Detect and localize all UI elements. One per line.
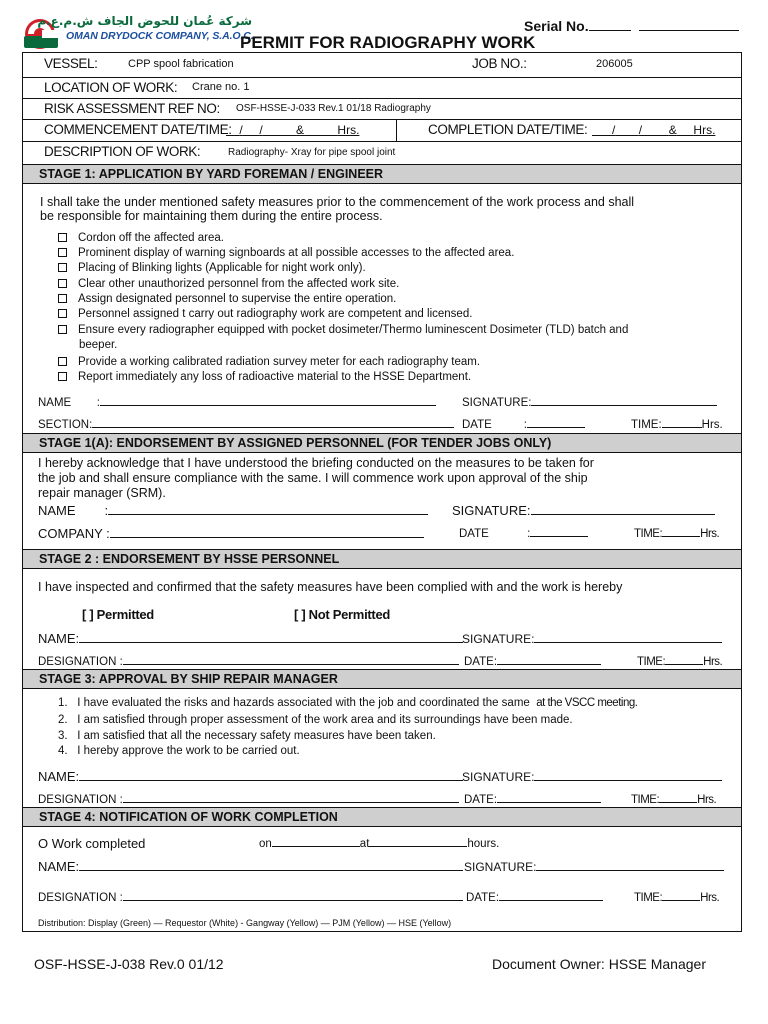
completion-on-field[interactable]: on at hours. [259,838,500,850]
stage1a-line3: repair manager (SRM). [38,486,166,500]
stage3-designation-field[interactable]: DESIGNATION : [38,793,459,806]
work-completed-option[interactable]: O Work completed [38,836,146,851]
stage2-designation-field[interactable]: DESIGNATION : [38,655,459,668]
location-label: LOCATION OF WORK: [44,80,178,95]
stage2-name-field[interactable]: NAME: [38,631,463,646]
stage4-signature-field[interactable]: SIGNATURE: [464,860,724,874]
stage3-signature-field[interactable]: SIGNATURE: [462,770,722,784]
serial-blank-1 [589,19,631,31]
description-row [22,142,742,164]
serial-number-field[interactable] [524,18,739,34]
commencement-field[interactable]: / / & Hrs. [239,123,360,137]
document-reference: OSF-HSSE-J-038 Rev.0 01/12 [34,956,224,972]
stage1-name-field[interactable]: NAME : [38,396,436,409]
stage3-time-field[interactable]: TIME: Hrs. [631,794,717,806]
completion-field[interactable]: / / & Hrs. [612,123,716,137]
stage1-signature-field[interactable]: SIGNATURE: [462,396,717,409]
checkbox-icon [58,263,67,272]
stage3-heading: STAGE 3: APPROVAL BY SHIP REPAIR MANAGER [23,669,741,689]
location-row [22,78,742,99]
stage4-time-field[interactable]: TIME: Hrs. [634,892,720,904]
approval-item: 4. I hereby approve the work to be carried out. [58,745,300,757]
stage1a-company-field[interactable]: COMPANY : [38,526,424,541]
stage2-heading: STAGE 2 : ENDORSEMENT BY HSSE PERSONNEL [23,549,741,569]
checklist-item[interactable]: Clear other unauthorized personnel from the affected work site. [58,277,399,292]
stage1a-name-field[interactable]: NAME : [38,503,428,518]
stage4-name-field[interactable]: NAME: [38,859,463,874]
checklist-item[interactable]: Provide a working calibrated radiation survey meter for each radiography team. [58,355,480,370]
stage3-date-field[interactable]: DATE: [464,793,601,806]
stage1a-date-field[interactable]: DATE : [459,527,588,540]
risk-assessment-value[interactable]: OSF-HSSE-J-033 Rev.1 01/18 Radiography [236,103,431,114]
permitted-checkbox[interactable]: [ ] Permitted [82,607,154,622]
checkbox-icon [58,294,67,303]
checkbox-icon [58,279,67,288]
serial-blank-2 [639,19,739,31]
checkbox-icon [58,233,67,242]
stage4-designation-field[interactable]: DESIGNATION : [38,891,463,904]
stage1a-heading: STAGE 1(A): ENDORSEMENT BY ASSIGNED PERSONNEL (FOR TENDER JOBS ONLY) [23,433,741,453]
checklist-item[interactable]: Report immediately any loss of radioactive material to the HSSE Department. [58,370,471,385]
stage4-date-field[interactable]: DATE: [466,891,603,904]
stage2-signature-field[interactable]: SIGNATURE: [462,632,722,646]
checkbox-icon [58,248,67,257]
checkbox-icon [58,372,67,381]
stage2-line1: I have inspected and confirmed that the safety measures have been complied with and the work is hereby [38,580,623,594]
approval-item: 1. I have evaluated the risks and hazards associated with the job and coordinated the same at the VSCC meeting. [58,697,638,709]
location-value[interactable]: Crane no. 1 [192,81,250,93]
checkbox-icon [58,357,67,366]
stage1-time-field[interactable]: TIME: Hrs. [631,419,723,431]
dates-row [22,120,742,142]
vessel-row [22,52,742,78]
company-name-arabic: شركة عُمان للحوض الجاف ش.م.ع.م [37,14,252,28]
stage4-heading: STAGE 4: NOTIFICATION OF WORK COMPLETION [23,807,741,827]
not-permitted-checkbox[interactable]: [ ] Not Permitted [294,607,391,622]
checklist-item[interactable]: Ensure every radiographer equipped with pocket dosimeter/Thermo luminescent Dosimeter (TLD) batch and [58,323,628,338]
job-no-label: JOB NO.: [472,56,527,71]
stage1a-line2: the job and shall ensure compliance with the same. I will commence work upon approval of the ship [38,471,588,485]
stage1-date-field[interactable]: DATE : [462,418,585,431]
checklist-item[interactable]: Cordon off the affected area. [58,231,224,246]
stage1-section-field[interactable]: SECTION: [38,418,454,431]
risk-assessment-label: RISK ASSESSMENT REF NO: [44,101,220,116]
checklist-item[interactable]: Assign designated personnel to supervise the entire operation. [58,292,396,307]
document-owner: Document Owner: HSSE Manager [492,956,706,972]
description-value[interactable]: Radiography- Xray for pipe spool joint [228,147,396,158]
stage3-name-field[interactable]: NAME: [38,769,463,784]
stage1a-signature-field[interactable]: SIGNATURE: [452,503,715,518]
stage1-intro-line1: I shall take the under mentioned safety measures prior to the commencement of the work process and shall [40,195,635,209]
company-name-english: OMAN DRYDOCK COMPANY, S.A.O.C. [66,30,254,42]
checkbox-icon [58,325,67,334]
checklist-item[interactable]: Prominent display of warning signboards at all possible accesses to the affected area. [58,246,514,261]
vessel-value[interactable]: CPP spool fabrication [128,58,234,70]
serial-label: Serial No. [524,18,589,34]
description-label: DESCRIPTION OF WORK: [44,144,201,159]
stage1-heading: STAGE 1: APPLICATION BY YARD FOREMAN / ENGINEER [23,164,741,184]
stage1a-time-field[interactable]: TIME: Hrs. [634,528,720,540]
vessel-label: VESSEL: [44,56,98,71]
stage1-intro-line2: be responsible for maintaining them during the entire process. [40,209,383,223]
risk-assessment-row [22,99,742,120]
approval-item: 3. I am satisfied that all the necessary safety measures have been taken. [58,730,436,742]
job-no-value[interactable]: 206005 [596,58,633,70]
distribution-note: Distribution: Display (Green) — Requestor (White) - Gangway (Yellow) — PJM (Yellow) — HSE (Yellow) [38,918,452,928]
stage2-time-field[interactable]: TIME: Hrs. [637,656,723,668]
checklist-item-continuation: beeper. [79,339,118,351]
page-title: PERMIT FOR RADIOGRAPHY WORK [240,33,536,52]
stage2-date-field[interactable]: DATE: [464,655,601,668]
checklist-item[interactable]: Personnel assigned t carry out radiography work are competent and licensed. [58,307,472,322]
approval-item: 2. I am satisfied through proper assessment of the work area and its surroundings have been made. [58,714,573,726]
completion-label: COMPLETION DATE/TIME: [428,122,588,137]
dates-divider [396,120,397,142]
checkbox-icon [58,309,67,318]
commencement-label: COMMENCEMENT DATE/TIME: [44,122,232,137]
checklist-item[interactable]: Placing of Blinking lights (Applicable for night work only). [58,261,366,276]
stage1a-line1: I hereby acknowledge that I have understood the briefing conducted on the measures to be taken for [38,456,594,470]
